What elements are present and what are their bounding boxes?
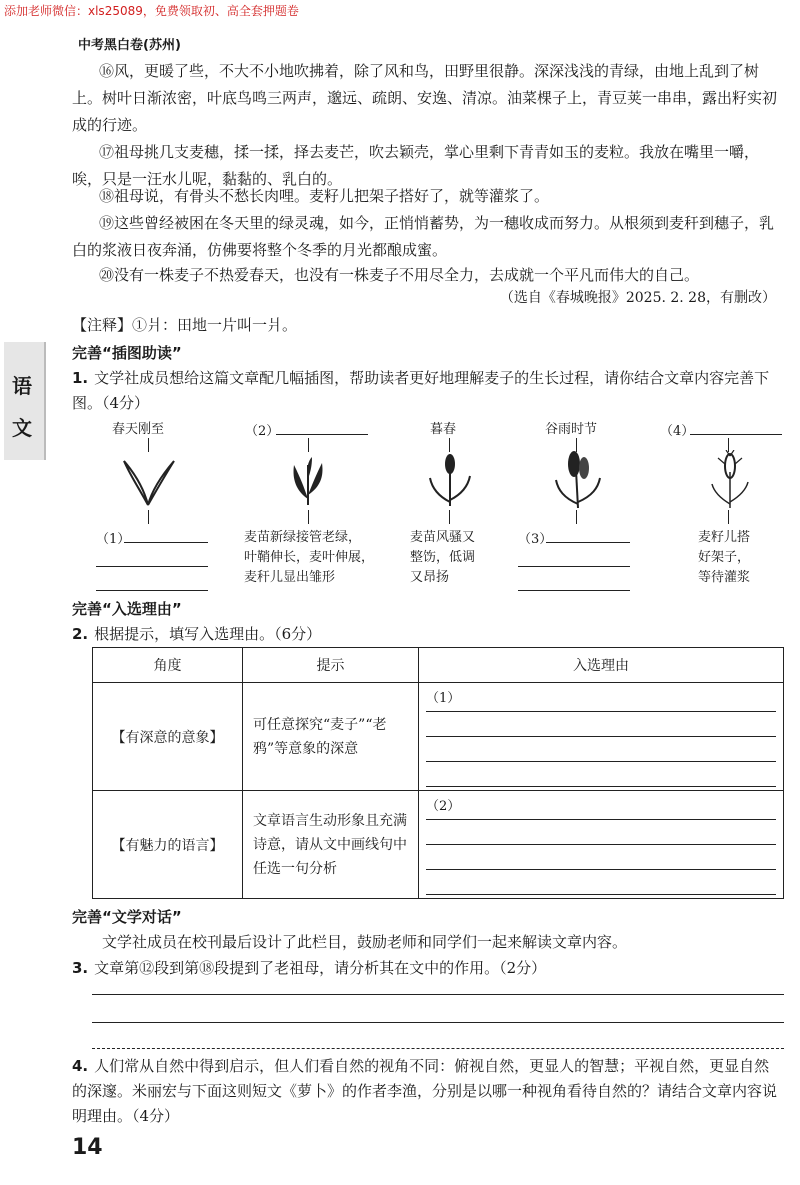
- reason-table: [92, 647, 784, 899]
- col-header-hint: 提示: [243, 648, 419, 683]
- stage-desc-blank-1b[interactable]: [96, 552, 208, 567]
- answer-line[interactable]: [426, 712, 776, 737]
- running-header: 中考黑白卷(苏州): [78, 38, 181, 53]
- mature-wheat-icon: [704, 450, 756, 510]
- watermark: 添加老师微信：xls25089，免费领取初、高全套押题卷: [4, 4, 299, 18]
- stage-desc-5-line-3: 等待灌浆: [698, 570, 751, 585]
- paragraph-16: ⑯风，更暖了些，不大不小地吹拂着，除了风和鸟，田野里很静。深深浅浅的青绿，由地上乱到了树上。树叶日渐浓密，叶底鸟鸣三两声，邈远、疏朗、安逸、清凉。油菜棵子上，青豆荚一串串，露出籽实初成的行迹。: [72, 62, 778, 134]
- question-1: [72, 366, 784, 416]
- stage-desc-blank-1c[interactable]: [96, 576, 208, 591]
- side-tab: [4, 342, 46, 460]
- side-tab-char-2: 文: [12, 416, 32, 440]
- table-header-row: [93, 648, 784, 683]
- table-row: [93, 683, 784, 791]
- stage-desc-5-line-1: 麦籽儿搭: [698, 530, 751, 545]
- paragraph-18: ⑱祖母说，有骨头不愁长肉哩。麦籽儿把架子搭好了，就等灌浆了。: [99, 187, 550, 205]
- paragraph-20: ⑳没有一株麦子不热爱春天，也没有一株麦子不用尽全力，去成就一个平凡而伟大的自己。: [99, 266, 700, 284]
- ripening-wheat-icon: [552, 450, 604, 510]
- arrow-down-3: [449, 510, 450, 524]
- source-citation: （选自《春城晚报》2025. 2. 28，有删改）: [499, 290, 776, 306]
- arrow-up-3: [449, 438, 450, 452]
- angle-cell: 【有深意的意象】: [93, 683, 243, 791]
- question-3: [72, 956, 784, 981]
- arrow-up-2: [308, 438, 309, 452]
- stage-desc-blank-4b[interactable]: [518, 552, 630, 567]
- reason-label-1: （1）: [426, 691, 461, 706]
- paragraph-19: ⑲这些曾经被困在冬天里的绿灵魂，如今，正悄悄蓄势，为一穗收成而努力。从根须到麦秆到穗子，乳白的浆液日夜奔涌，仿佛要将整个冬季的月光都酿成蜜。: [72, 214, 775, 259]
- arrow-down-5: [728, 510, 729, 524]
- stage-desc-blank-4a[interactable]: [546, 528, 630, 543]
- question-2: [72, 622, 784, 647]
- section-title-dialogue: 完善“文学对话”: [72, 908, 182, 926]
- question-1-number: 1.: [72, 369, 89, 387]
- section-intro: 文学社成员在校刊最后设计了此栏目，鼓励老师和同学们一起来解读文章内容。: [102, 933, 628, 951]
- col-header-reason: 入选理由: [419, 648, 784, 683]
- hint-cell: 可任意探究“麦子”“老鸦”等意象的深意: [243, 683, 419, 791]
- heading-wheat-icon: [424, 452, 476, 508]
- stage-label-4: 谷雨时节: [545, 422, 598, 437]
- answer-line[interactable]: [92, 1022, 784, 1023]
- answer-line[interactable]: [92, 1048, 784, 1049]
- stage-desc-label-1: （1）: [96, 532, 131, 547]
- stage-label-3: 暮春: [430, 422, 457, 437]
- paragraph-17: ⑰祖母挑几支麦穗，揉一揉，择去麦芒，吹去颖壳，掌心里剩下青青如玉的麦粒。我放在嘴里一嚼，唉，只是一汪水儿呢，黏黏的、乳白的。: [72, 143, 760, 188]
- stage-desc-blank-4c[interactable]: [518, 576, 630, 591]
- stage-label-1: 春天刚至: [112, 422, 165, 437]
- stage-blank-2[interactable]: [276, 420, 368, 435]
- stage-desc-label-4: （3）: [518, 532, 553, 547]
- reason-cell[interactable]: [419, 683, 784, 791]
- reason-label-2: （2）: [426, 799, 461, 814]
- side-tab-char-1: 语: [12, 374, 32, 398]
- answer-line[interactable]: [426, 762, 776, 787]
- sprout-icon: [118, 455, 178, 507]
- stage-label-2: （2）: [245, 424, 280, 439]
- page-number: 14: [72, 1135, 103, 1160]
- arrow-down-2: [308, 510, 309, 524]
- col-header-angle: 角度: [93, 648, 243, 683]
- hint-cell: 文章语言生动形象且充满诗意，请从文中画线句中任选一句分析: [243, 791, 419, 899]
- question-1-text: 文学社成员想给这篇文章配几幅插图，帮助读者更好地理解麦子的生长过程，请你结合文章内容完善下图。（4分）: [72, 369, 770, 412]
- question-2-number: 2.: [72, 625, 89, 643]
- young-wheat-icon: [282, 455, 334, 507]
- table-row: [93, 791, 784, 899]
- answer-line[interactable]: [92, 994, 784, 995]
- reason-cell[interactable]: [419, 791, 784, 899]
- angle-cell: 【有魅力的语言】: [93, 791, 243, 899]
- question-3-number: 3.: [72, 959, 89, 977]
- stage-desc-3: [410, 528, 475, 588]
- question-2-text: 根据提示，填写入选理由。（6分）: [94, 625, 322, 643]
- stage-desc-3-line-2: 整饬，低调: [410, 550, 476, 565]
- question-3-text: 文章第⑫段到第⑱段提到了老祖母，请分析其在文中的作用。（2分）: [94, 959, 547, 977]
- arrow-down-4: [576, 510, 577, 524]
- stage-desc-2-line-3: 麦秆儿显出雏形: [244, 570, 336, 585]
- stage-blank-4[interactable]: [690, 420, 782, 435]
- annotation-note: 【注释】①爿：田地一片叫一爿。: [72, 316, 298, 334]
- stage-desc-3-line-3: 又昂扬: [410, 570, 450, 585]
- stage-desc-3-line-1: 麦苗风骚又: [410, 530, 476, 545]
- stage-desc-blank-1a[interactable]: [124, 528, 208, 543]
- arrow-up-1: [148, 438, 149, 452]
- answer-line[interactable]: [426, 845, 776, 870]
- question-4: [72, 1054, 784, 1129]
- question-4-number: 4.: [72, 1057, 89, 1075]
- stage-label-5: （4）: [660, 424, 695, 439]
- stage-desc-5: [698, 528, 750, 588]
- stage-desc-5-line-2: 好架子，: [698, 550, 751, 565]
- stage-desc-2: [244, 528, 374, 588]
- question-4-text: 人们常从自然中得到启示，但人们看自然的视角不同：俯视自然，更显人的智慧；平视自然，更显自然的深邃。米丽宏与下面这则短文《萝卜》的作者李渔，分别是以哪一种视角看待自然的？请结合文章内容说明理由。（4分）: [72, 1057, 778, 1125]
- stage-desc-2-line-2: 叶鞘伸长，麦叶伸展，: [244, 550, 375, 565]
- section-title-reason: 完善“入选理由”: [72, 600, 182, 618]
- answer-line[interactable]: [426, 870, 776, 895]
- answer-line[interactable]: [426, 820, 776, 845]
- answer-line[interactable]: [426, 737, 776, 762]
- section-title-illustration: 完善“插图助读”: [72, 344, 182, 362]
- arrow-down-1: [148, 510, 149, 524]
- stage-desc-2-line-1: 麦苗新绿接管老绿，: [244, 530, 362, 545]
